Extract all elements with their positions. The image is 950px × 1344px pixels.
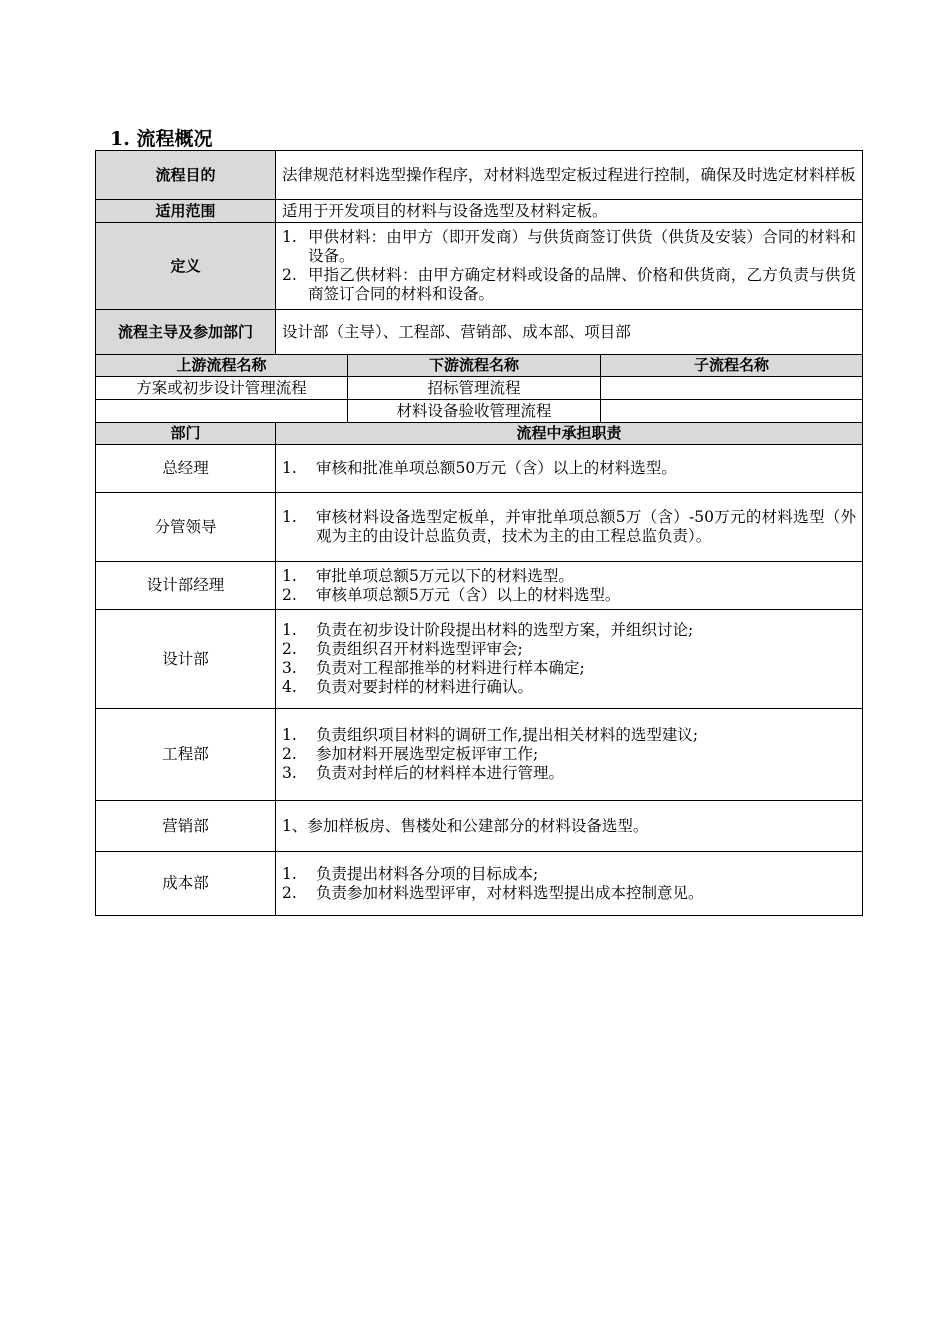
- subflow-cell: [601, 377, 863, 400]
- table-row: [96, 610, 863, 709]
- list-item: [282, 884, 856, 903]
- definition-content: [276, 223, 863, 310]
- list-item: [282, 865, 856, 884]
- dept-cell: 设计部: [96, 610, 276, 709]
- list-number: 1.: [282, 228, 297, 246]
- duty-cell: [276, 610, 863, 709]
- table-row: [96, 493, 863, 562]
- table-row: [96, 709, 863, 801]
- list-item: [282, 459, 856, 478]
- upstream-header: 上游流程名称: [96, 355, 348, 377]
- purpose-label: 流程目的: [96, 151, 276, 200]
- dept-cell: 营销部: [96, 801, 276, 852]
- lead-label: 流程主导及参加部门: [96, 310, 276, 355]
- list-item: [282, 678, 856, 697]
- scope-row: [96, 200, 863, 223]
- list-number: 3.: [282, 764, 297, 782]
- list-text: 审核和批准单项总额50万元（含）以上的材料选型。: [316, 459, 677, 477]
- list-item: [282, 764, 856, 783]
- list-text: 参加材料开展选型定板评审工作;: [316, 745, 539, 763]
- list-text: 负责组织召开材料选型评审会;: [316, 640, 523, 658]
- dept-cell: 分管领导: [96, 493, 276, 562]
- list-text: 审核材料设备选型定板单，并审批单项总额5万（含）-50万元的材料选型（外观为主的由设计总监负责，技术为主的由工程总监负责）。: [316, 508, 857, 545]
- lead-row: [96, 310, 863, 355]
- section-heading: 1. 流程概况: [110, 128, 213, 150]
- table-row: [96, 377, 863, 400]
- list-number: 1.: [282, 726, 297, 744]
- dept-header: 部门: [96, 423, 276, 445]
- flow-header-row: [96, 355, 863, 377]
- lead-text: 设计部（主导）、工程部、营销部、成本部、项目部: [276, 310, 863, 355]
- list-item: [282, 508, 856, 546]
- scope-label: 适用范围: [96, 200, 276, 223]
- table-row: [96, 801, 863, 852]
- subflow-header: 子流程名称: [601, 355, 863, 377]
- list-number: 1.: [282, 621, 297, 639]
- dept-cell: 工程部: [96, 709, 276, 801]
- purpose-text: 法律规范材料选型操作程序，对材料选型定板过程进行控制，确保及时选定材料样板: [276, 151, 863, 200]
- list-number: 3.: [282, 659, 297, 677]
- list-number: 2.: [282, 883, 297, 902]
- duty-cell: [276, 709, 863, 801]
- dept-cell: 总经理: [96, 445, 276, 493]
- downstream-cell: 招标管理流程: [348, 377, 601, 400]
- list-number: 2.: [282, 266, 297, 284]
- list-text: 负责组织项目材料的调研工作,提出相关材料的选型建议;: [316, 726, 699, 744]
- list-number: 2.: [282, 585, 297, 604]
- list-item: [282, 726, 856, 745]
- list-item: [282, 228, 856, 266]
- list-text: 审批单项总额5万元以下的材料选型。: [316, 566, 574, 585]
- list-item: [282, 640, 856, 659]
- table-row: [96, 562, 863, 610]
- process-overview-table: [95, 150, 863, 916]
- duty-cell: [276, 562, 863, 610]
- list-number: 1.: [282, 566, 297, 585]
- scope-text: 适用于开发项目的材料与设备选型及材料定板。: [276, 200, 863, 223]
- list-number: 2.: [282, 745, 297, 763]
- definition-list: [282, 228, 856, 304]
- duty-list: [282, 567, 856, 605]
- dept-cell: 成本部: [96, 852, 276, 916]
- upstream-cell: [96, 400, 348, 423]
- duty-list: [282, 459, 856, 478]
- list-number: 4.: [282, 678, 297, 696]
- list-number: 1.: [282, 459, 297, 477]
- list-text: 甲指乙供材料：由甲方确定材料或设备的品牌、价格和供货商，乙方负责与供货商签订合同的材料和设备。: [308, 266, 857, 303]
- list-text: 负责对工程部推举的材料进行样本确定;: [316, 659, 585, 677]
- list-text: 审核单项总额5万元（含）以上的材料选型。: [316, 585, 621, 604]
- definition-row: [96, 223, 863, 310]
- list-text: 负责对要封样的材料进行确认。: [316, 678, 534, 696]
- list-item: [282, 659, 856, 678]
- duty-cell: [276, 493, 863, 562]
- list-item: [282, 567, 856, 586]
- list-item: [282, 621, 856, 640]
- list-item: [282, 745, 856, 764]
- list-number: 2.: [282, 640, 297, 658]
- list-number: 1.: [282, 508, 297, 526]
- table-row: [96, 852, 863, 916]
- list-text: 甲供材料：由甲方（即开发商）与供货商签订供货（供货及安装）合同的材料和设备。: [308, 228, 857, 265]
- duty-cell: [276, 445, 863, 493]
- duty-header-row: [96, 423, 863, 445]
- duty-header: 流程中承担职责: [276, 423, 863, 445]
- duty-list: [282, 621, 856, 697]
- duty-list: [282, 865, 856, 903]
- duty-list: [282, 726, 856, 783]
- list-text: 负责对封样后的材料样本进行管理。: [316, 764, 565, 782]
- list-text: 负责提出材料各分项的目标成本;: [316, 864, 539, 883]
- upstream-cell: 方案或初步设计管理流程: [96, 377, 348, 400]
- duty-list: [282, 508, 856, 546]
- definition-label: 定义: [96, 223, 276, 310]
- list-item: [282, 266, 856, 304]
- table-row: [96, 400, 863, 423]
- purpose-row: [96, 151, 863, 200]
- list-text: 负责参加材料选型评审，对材料选型提出成本控制意见。: [316, 883, 704, 902]
- table-row: [96, 445, 863, 493]
- downstream-cell: 材料设备验收管理流程: [348, 400, 601, 423]
- subflow-cell: [601, 400, 863, 423]
- list-number: 1.: [282, 864, 297, 883]
- duty-cell: [276, 801, 863, 852]
- dept-cell: 设计部经理: [96, 562, 276, 610]
- list-text: 负责在初步设计阶段提出材料的选型方案，并组织讨论;: [316, 621, 694, 639]
- duty-cell: [276, 852, 863, 916]
- list-item: [282, 586, 856, 605]
- downstream-header: 下游流程名称: [348, 355, 601, 377]
- duty-text: 1、参加样板房、售楼处和公建部分的材料设备选型。: [282, 816, 649, 835]
